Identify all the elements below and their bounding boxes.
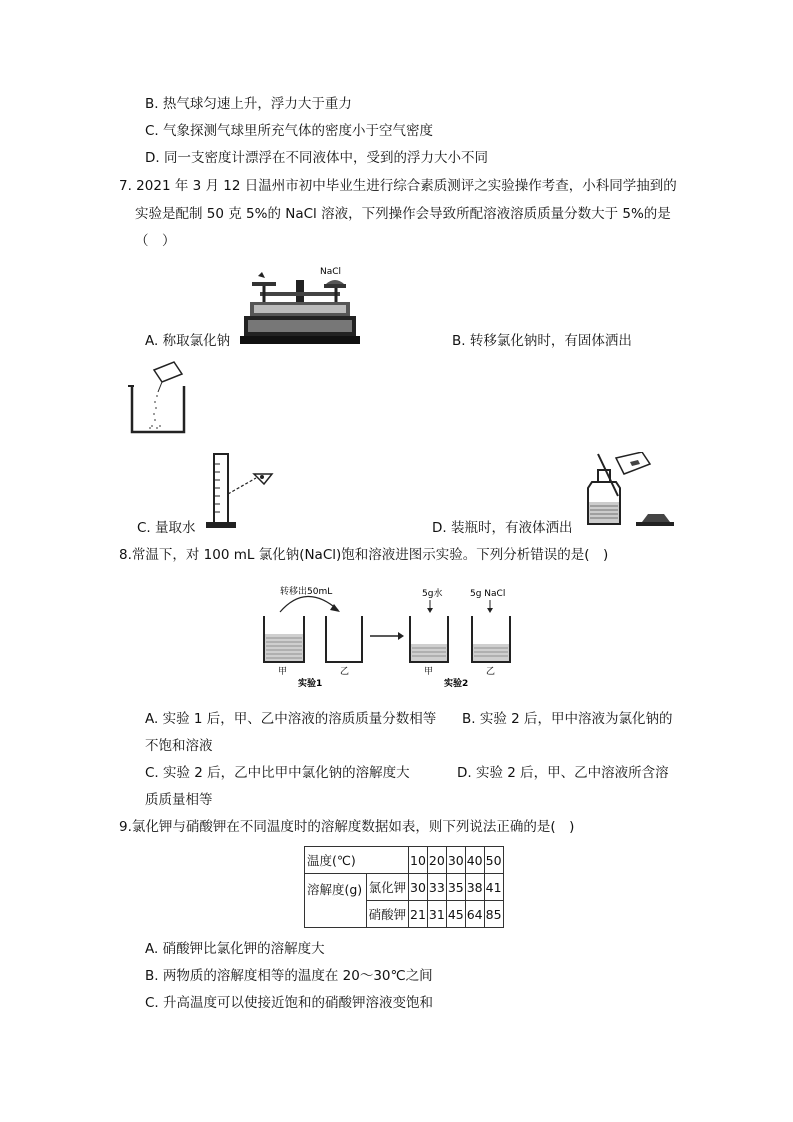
- q6-option-d: D. 同一支密度计漂浮在不同液体中，受到的浮力大小不同: [145, 150, 488, 166]
- kno3-label: 硝酸钾: [366, 901, 408, 928]
- q9-option-c: C. 升高温度可以使接近饱和的硝酸钾溶液变饱和: [145, 995, 434, 1011]
- kcl-cell: 30: [409, 874, 428, 901]
- fig-jia-1: 甲: [278, 667, 288, 677]
- q7-stem-line1: 7. 2021 年 3 月 12 日温州市初中毕业生进行综合素质测评之实验操作考查，小科同学抽到的: [119, 178, 677, 194]
- fig-yi-1: 乙: [340, 667, 350, 677]
- q7-option-a: A. 称取氯化钠: [145, 333, 231, 349]
- q7-option-d: D. 装瓶时，有液体洒出: [432, 520, 573, 536]
- fig-transfer-label: 转移出50mL: [280, 587, 333, 597]
- kno3-cell: 45: [446, 901, 465, 928]
- weight-icon: [258, 272, 265, 278]
- fig-exp1-label: 实验1: [298, 679, 323, 689]
- q7-answer-blank: （ ）: [135, 233, 176, 249]
- fig-yi-2: 乙: [486, 667, 496, 677]
- kno3-cell: 64: [465, 901, 484, 928]
- table-row: [305, 847, 504, 874]
- fig-jia-2: 甲: [424, 667, 434, 677]
- kcl-label: 氯化钾: [366, 874, 408, 901]
- bottle-stopper-icon: [642, 514, 670, 522]
- reagent-bottle-figure: [584, 452, 676, 530]
- fig-water-label: 5g水: [422, 589, 443, 599]
- kcl-cell: 35: [446, 874, 465, 901]
- q8-option-b-line1: B. 实验 2 后，甲中溶液为氯化钠的: [462, 711, 673, 727]
- graduated-cylinder-figure: [206, 452, 286, 530]
- q9-option-b: B. 两物质的溶解度相等的温度在 20～30℃之间: [145, 968, 433, 984]
- solubility-header: 溶解度(g): [305, 874, 367, 928]
- q8-stem: 8.常温下，对 100 mL 氯化钠(NaCl)饱和溶液进图示实验。下列分析错误的是( ): [119, 547, 609, 563]
- table-row: [305, 874, 504, 901]
- fig-salt-label: 5g NaCl: [470, 589, 506, 599]
- kcl-cell: 41: [484, 874, 503, 901]
- q7-option-b: B. 转移氯化钠时，有固体洒出: [452, 333, 632, 349]
- q8-option-c: C. 实验 2 后，乙中比甲中氯化钠的溶解度大: [145, 765, 410, 781]
- kno3-cell: 21: [409, 901, 428, 928]
- q7-option-c: C. 量取水: [137, 520, 196, 536]
- kno3-cell: 85: [484, 901, 503, 928]
- temp-header: 温度(℃): [305, 847, 409, 874]
- beaker-pouring-figure: [126, 360, 192, 436]
- q6-option-c: C. 气象探测气球里所充气体的密度小于空气密度: [145, 123, 434, 139]
- q8-option-d-line1: D. 实验 2 后，甲、乙中溶液所含溶: [457, 765, 669, 781]
- q7-stem-line2: 实验是配制 50 克 5%的 NaCl 溶液，下列操作会导致所配溶液溶质质量分数大于 5%的是: [135, 206, 671, 222]
- q8-option-d-line2: 质质量相等: [145, 792, 213, 808]
- temp-cell: 40: [465, 847, 484, 874]
- q9-option-a: A. 硝酸钾比氯化钾的溶解度大: [145, 941, 325, 957]
- kno3-cell: 31: [427, 901, 446, 928]
- nacl-label: NaCl: [320, 267, 342, 277]
- temp-cell: 30: [446, 847, 465, 874]
- temp-cell: 10: [409, 847, 428, 874]
- kcl-cell: 33: [427, 874, 446, 901]
- q8-option-a: A. 实验 1 后，甲、乙中溶液的溶质质量分数相等: [145, 711, 437, 727]
- solubility-table: [304, 846, 504, 928]
- q8-option-b-line2: 不饱和溶液: [145, 738, 213, 754]
- balance-scale-figure: [240, 262, 360, 346]
- q6-option-b: B. 热气球匀速上升，浮力大于重力: [145, 96, 352, 112]
- q8-experiment-figure: [258, 582, 522, 692]
- q9-stem: 9.氯化钾与硝酸钾在不同温度时的溶解度数据如表，则下列说法正确的是( ): [119, 819, 575, 835]
- fig-exp2-label: 实验2: [444, 679, 469, 689]
- temp-cell: 20: [427, 847, 446, 874]
- kcl-cell: 38: [465, 874, 484, 901]
- temp-cell: 50: [484, 847, 503, 874]
